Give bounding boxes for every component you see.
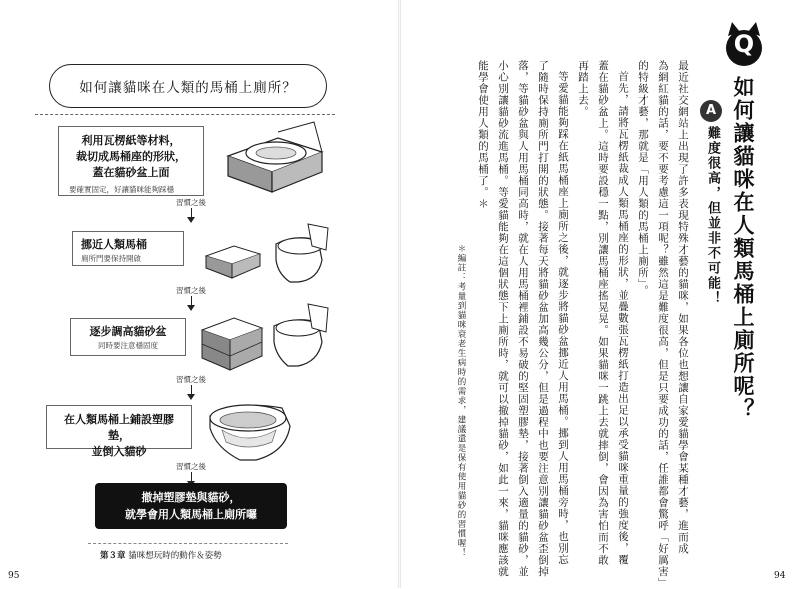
final-result-box [95,483,287,529]
body-column-1: 最近社交網站上出現了許多表現特殊才藝的貓咪，如果各位也想讓自家愛貓學會某種才藝，進而成 [677,60,689,555]
step-4-line-1: 在人類馬桶上鋪設塑膠墊， [64,413,174,442]
body-column-6: 再踏上去。 [577,60,589,118]
body-column-8: 了隨時保持廁所門打開的狀態。接著每天將貓砂盆加高幾公分，但是過程中也要注意別讓貓砂盆歪倒掉 [537,60,549,578]
step-2-note: 廁所門要保持開啟 [81,254,141,263]
diagram-title: 如何讓貓咪在人類的馬桶上廁所？ [49,64,327,108]
step-4-box [46,405,192,458]
step-1-line-1: 利用瓦楞紙等材料， [81,134,181,147]
editor-footnote: ＊編註：考量到貓咪衰老生病時的需求，建議還是保有使用貓砂的習慣喔！ [456,244,466,558]
question-letter: Q [733,30,755,58]
step-1-box [58,126,204,196]
step-3-note: 同時要注意穩固度 [98,341,158,350]
body-column-4: 首先，請將瓦楞紙裁成人類馬桶座的形狀，並疊數張瓦楞紙打造出足以承受貓咪重量的強度後，覆 [617,71,629,566]
step-1-line-3: 蓋在貓砂盆上面 [92,166,170,179]
body-column-5: 蓋在貓砂盆上。這時要設穩一點，別讓馬桶座搖晃晃。如果貓咪一跳上去就摔倒，會因為害怕而不敢 [597,60,609,566]
step-1-text [69,133,193,181]
chapter-footer [100,549,222,561]
page-gutter [398,0,401,588]
answer-subtitle: 難度很高，但並非不可能！ [705,126,720,306]
arrow-1-label: 習慣之後 [176,198,206,207]
arrow-2-label: 習慣之後 [176,286,206,295]
final-line-2: 就學會用人類馬桶上廁所囉 [125,508,257,521]
arrow-down-icon [187,217,195,223]
arrow-down-icon [187,305,195,311]
toilet-with-plastic-liner-illustration [198,386,304,468]
chapter-label: 第３章 [100,551,126,561]
arrow-3-label: 習慣之後 [176,375,206,384]
answer-badge: A [700,100,722,122]
step-2-box [72,231,184,266]
body-column-10: 小心別讓貓砂流進馬桶。等愛貓能夠在這個狀態下上廁所時，就可以撤掉貓砂，如此一來，貓咪應該就 [497,60,509,578]
title-divider [35,114,335,115]
body-column-2: 為網紅貓的話，要不要考慮這一項呢？雖然這是難度很高，但是只要成功的話，任誰都會驚呼「好厲害」 [657,60,669,589]
article-body [470,60,692,589]
step-1-line-2: 裁切成馬桶座的形狀， [76,150,186,163]
litter-box-near-toilet-illustration [200,220,334,290]
arrow-4-label: 習慣之後 [176,462,206,471]
page-number-left: 95 [8,571,20,581]
step-2-text: 挪近人類馬桶 [81,238,147,251]
final-line-1: 撤掉塑膠墊與貓砂， [141,491,241,504]
body-column-11: 能學會使用人類的馬桶了。＊ [477,60,489,210]
arrow-down-icon [187,394,195,400]
step-3-box [70,318,186,356]
question-title: 如何讓貓咪在人類馬桶上廁所呢？ [731,76,755,421]
step-4-text [55,412,183,460]
body-column-9: 落，等貓砂盆與人用馬桶同高時，就在人用馬桶裡鋪設不易破的堅固塑膠墊，接著倒入適量的貓砂，並 [517,60,529,578]
chapter-text: 貓咪想玩時的動作＆姿勢 [128,551,222,561]
question-badge [722,20,766,70]
litter-box-with-seat-illustration [218,118,330,196]
body-column-3: 的特級才藝，那就是「用人類的馬桶上廁所」。 [637,60,649,297]
raised-litter-box-illustration [196,300,334,376]
footer-divider [88,543,288,544]
step-4-line-2: 並倒入貓砂 [91,445,147,458]
step-1-note: 要確實固定，好讓貓咪能夠踩穩 [69,185,174,194]
page-number-right: 94 [774,571,786,581]
step-3-text: 逐步調高貓砂盆 [89,325,167,338]
body-column-7: 等愛貓能夠踩在紙馬桶座上廁所之後，就逐步將貓砂盆挪近人用馬桶。挪到人用馬桶旁時，也別忘 [557,71,569,566]
